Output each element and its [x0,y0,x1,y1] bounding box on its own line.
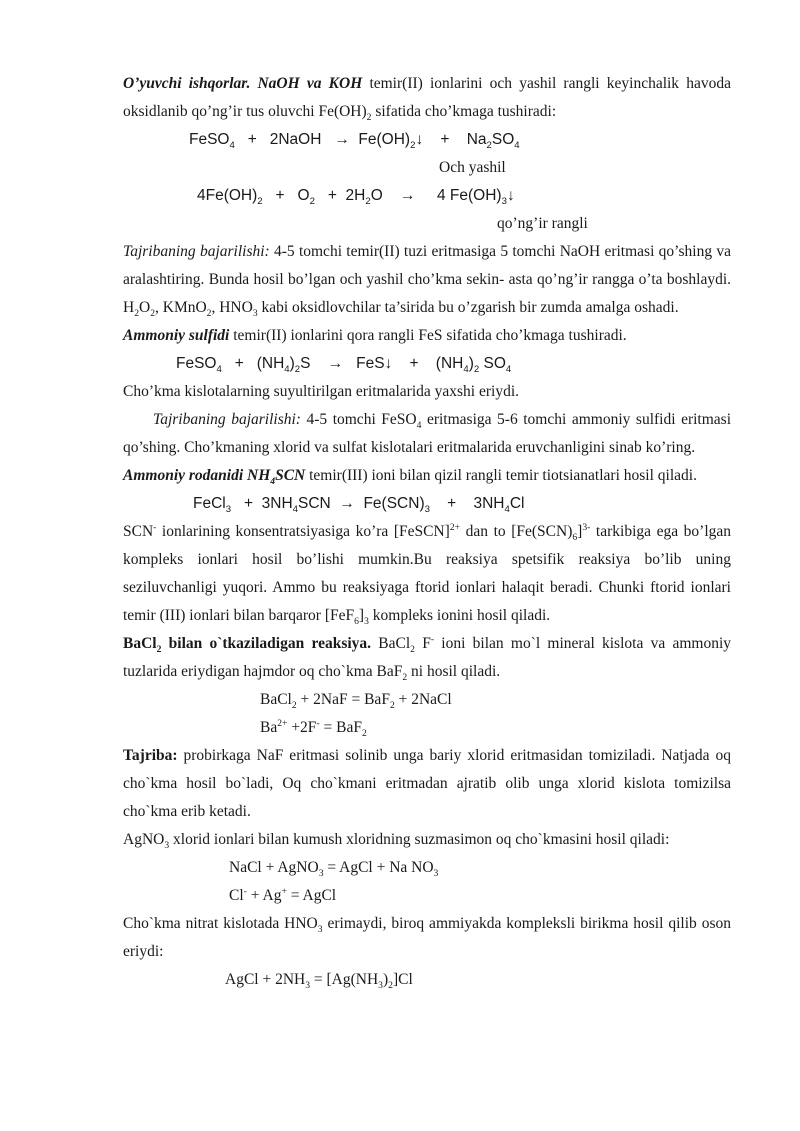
equation-agcl-nh3: AgCl + $2NH_3 = [Ag(NH_3)_2]Cl$ [225,971,413,992]
heading-experiment: Tajribaning bajarilishi: [153,411,301,428]
heading-bacl2: BaCl$_2$ bilan o`tkaziladigan reaksiya. [123,635,372,656]
equation-nacl-agno3: NaCl + AgNO$_3$ = AgCl + Na $NO_3$ [229,859,439,880]
equation-ba-ionic: $Ba^{2+} +2F^- = BaF_2$ [260,717,367,740]
heading-ammonium-thiocyanate: Ammoniy rodanidi $NH_4SCN$ [123,467,306,488]
equation-bacl2-naf: BaCl$_2$ + 2NaF = BaF$_2$ + 2NaCl [260,691,452,712]
paragraph-ammonium-sulfide: Ammoniy sulfidi temir(II) ionlarini qora rangli FeS sifatida cho’kmaga tushiradi. [123,327,627,344]
paragraph-bacl2: BaCl$_2$ bilan o`tkaziladigan reaksiya. BaCl$_2$ F- ioni bilan mo`l mineral kislota va ammoniy tuzlarida eriydigan hajmdor oq cho`kma BaF$_2$ ni hosil qiladi. [123,633,732,684]
equation-fecl3-nh4scn: FeCl$_3$ + $3NH_4SCN \to Fe(SCN)_3$ + $3NH_4Cl$ [193,495,525,516]
equation-note-och-yashil: Och yashil [439,159,506,176]
paragraph-hno3-ammonia: Cho`kma nitrat kislotada $HNO_3$ erimaydi, biroq ammiyakda kompleksli birikma hosil qilib oson eriydi: [123,915,731,960]
heading-experiment: Tajribaning bajarilishi: [123,243,270,260]
equation-feso4-naoh: FeSO$_4$ + 2NaOH → $Fe(OH)_2↓$ + $Na_2SO_4$ [189,131,520,152]
equation-feso4-nh4s: FeSO$_4$ + $(NH_4)_2S$ → FeS↓ + $(NH_4)_2$ $SO_4$ [176,355,512,376]
paragraph-agno3: AgNO$_3$ xlorid ionlari bilan kumush xloridning suzmasimon oq cho`kmasini hosil qiladi: [123,831,670,852]
equation-cl-ag-ionic: Cl- + Ag+ = AgCl [229,885,337,904]
paragraph-scn-complexes: SCN- ionlarining konsentratsiyasiga ko’ra [FeSCN]$^{2+}$ dan to $[Fe(SCN)_6]^{3-}$ tarkibiga ega bo’lgan kompleks ionlari hosil bo’lishi mumkin.Bu reaksiya spetsifik reaksiya bo’lib uning seziluvchanligi yuqori. Ammo bu reaksiyaga ftorid ionlari halaqit beradi. Chunki ftorid ionlari temir (III) ionlari bilan barqaror $[FeF_6]_3$ kompleks ionini hosil qiladi. [123,521,732,628]
paragraph-dissolves: Cho’kma kislotalarning suyultirilgan eritmalarida yaxshi eriydi. [123,383,520,400]
heading-tajriba: Tajriba: [123,747,178,764]
document-page [123,70,731,994]
heading-ammonium-sulfide: Ammoniy sulfidi [123,327,230,344]
equation-note-qongir: qo’ng’ir rangli [497,215,588,232]
equation-feoh2-oxidation: $4Fe(OH)_2 + O_2 + 2H_2O$ → 4 $Fe(OH)_3↓$ [197,187,515,208]
paragraph-ammonium-thiocyanate: Ammoniy rodanidi $NH_4SCN$ temir(III) ioni bilan qizil rangli temir tiotsianatlari hosil qiladi. [123,467,697,488]
paragraph-experiment-1: Tajribaning bajarilishi: 4-5 tomchi temir(II) tuzi eritmasiga 5 tomchi NaOH eritmasi qo’shing va aralashtiring. Bunda hosil bo’lgan och yashil cho’kma sekin- asta qo’ng’ir rangga o’ta boshlaydi. $H_2O_2$, KMnO$_2$, $HNO_3$ kabi oksidlovchilar ta’sirida bu o’zgarish bir zumda amalga oshadi. [123,243,731,320]
paragraph-experiment-3: Tajriba: probirkaga NaF eritmasi solinib unga bariy xlorid eritmasidan tomiziladi. Natjada oq cho`kma hosil bo`ladi, Oq cho`kmani eritmadan ajratib olib unga xlorid kislota tomizilsa cho`kma erib ketadi. [123,747,731,820]
paragraph-experiment-2: Tajribaning bajarilishi: 4-5 tomchi FeSO$_4$ eritmasiga 5-6 tomchi ammoniy sulfidi eritmasi qo’shing. Cho’kmaning xlorid va sulfat kislotalari eritmalarida eruvchanligini sinab ko’ring. [123,411,732,456]
paragraph-alkalis: O’yuvchi ishqorlar. NaOH va KOH temir(II) ionlarini och yashil rangli keyinchalik havoda oksidlanib qo’ng’ir tus oluvchi $Fe(OH)_2$ sifatida cho’kmaga tushiradi: [123,75,731,124]
heading-alkalis: O’yuvchi ishqorlar. NaOH va KOH [123,75,363,92]
